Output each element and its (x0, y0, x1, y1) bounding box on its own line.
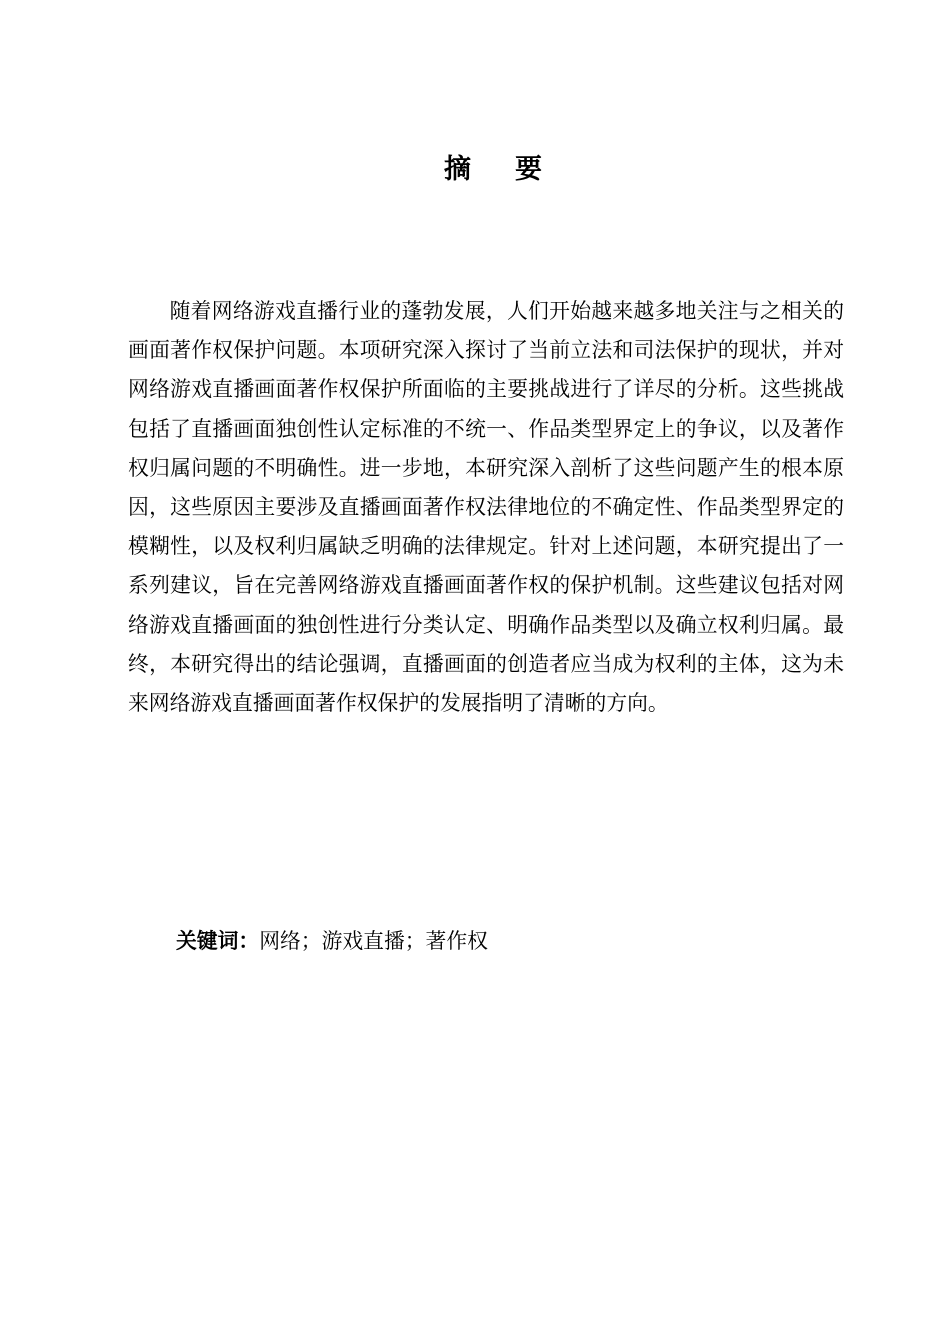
keywords-value: 网络；游戏直播；著作权 (259, 929, 488, 953)
keywords-label: 关键词： (176, 929, 260, 953)
abstract-heading-char-2: 要 (515, 154, 542, 185)
abstract-heading (0, 150, 950, 190)
abstract-body: 随着网络游戏直播行业的蓬勃发展，人们开始越来越多地关注与之相关的画面著作权保护问题。本项研究深入探讨了当前立法和司法保护的现状，并对网络游戏直播画面著作权保护所面临的主要挑战进行了详尽的分析。这些挑战包括了直播画面独创性认定标准的不统一、作品类型界定上的争议，以及著作权归属问题的不明确性。进一步地，本研究深入剖析了这些问题产生的根本原因，这些原因主要涉及直播画面著作权法律地位的不确定性、作品类型界定的模糊性，以及权利归属缺乏明确的法律规定。针对上述问题，本研究提出了一系列建议，旨在完善网络游戏直播画面著作权的保护机制。这些建议包括对网络游戏直播画面的独创性进行分类认定、明确作品类型以及确立权利归属。最终，本研究得出的结论强调，直播画面的创造者应当成为权利的主体，这为未来网络游戏直播画面著作权保护的发展指明了清晰的方向。 (128, 299, 844, 716)
keywords-line (176, 922, 844, 961)
abstract-heading-char-1: 摘 (444, 154, 471, 185)
